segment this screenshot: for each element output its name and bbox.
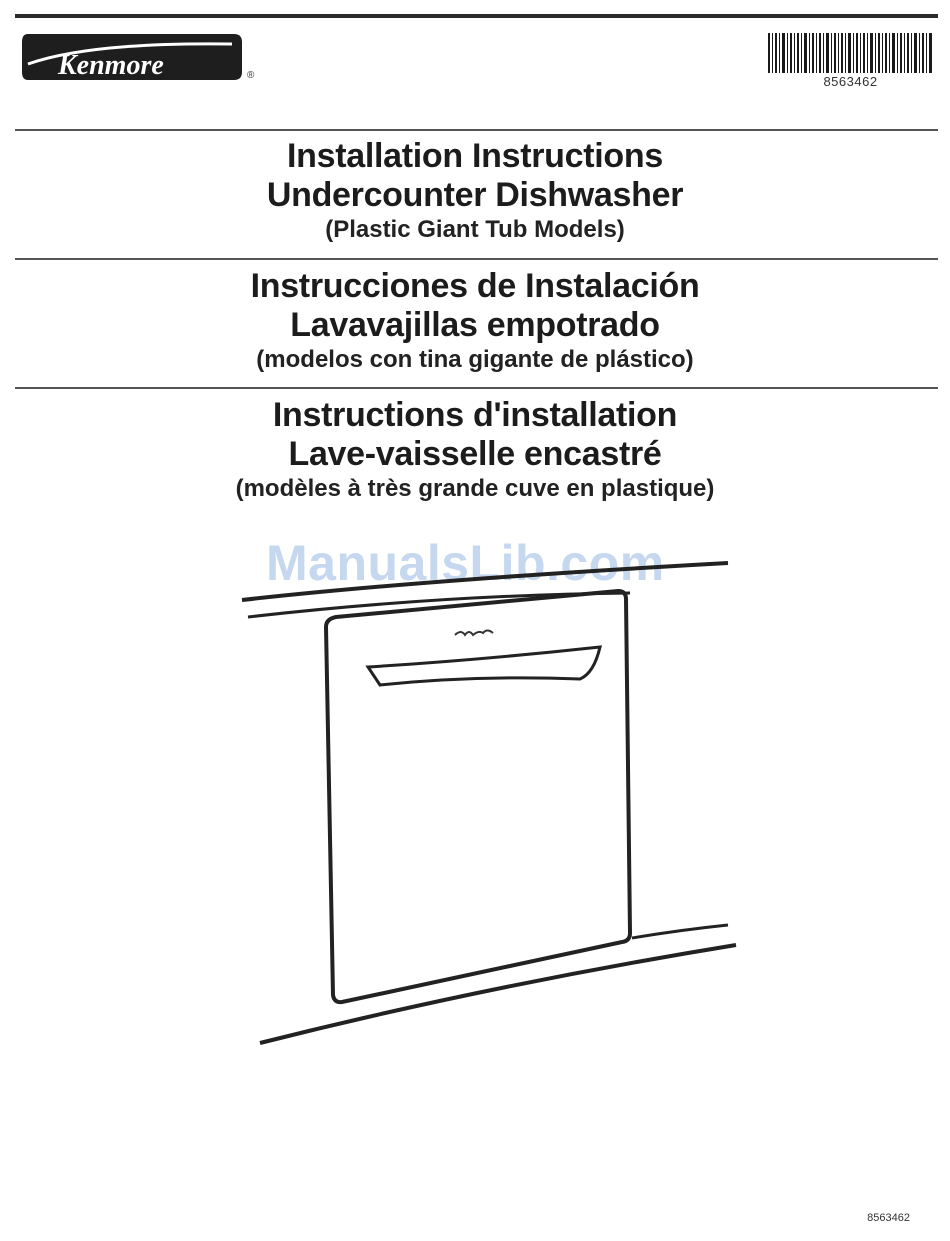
title-line-3: (modelos con tina gigante de plástico) bbox=[256, 346, 694, 373]
title-block-spanish bbox=[0, 267, 950, 375]
kenmore-logo bbox=[20, 32, 244, 82]
title-line-1: Instructions d'installation bbox=[272, 396, 678, 434]
title-block-french bbox=[0, 396, 950, 504]
divider bbox=[15, 258, 938, 260]
script-logo-icon bbox=[455, 631, 493, 636]
dishwasher-door bbox=[326, 591, 630, 1002]
registered-mark: ® bbox=[247, 70, 255, 81]
dishwasher-illustration bbox=[240, 555, 740, 1050]
barcode-number: 8563462 bbox=[823, 74, 878, 89]
title-line-3: (modèles à très grande cuve en plastique) bbox=[235, 475, 715, 502]
barcode bbox=[768, 33, 933, 73]
brand-text: Kenmore bbox=[58, 50, 164, 81]
title-line-1: Instrucciones de Instalación bbox=[250, 267, 700, 305]
title-line-2: Undercounter Dishwasher bbox=[266, 176, 684, 214]
title-line-3: (Plastic Giant Tub Models) bbox=[325, 216, 625, 243]
divider bbox=[15, 387, 938, 389]
footer-code: 8563462 bbox=[867, 1212, 910, 1224]
title-line-2: Lave-vaisselle encastré bbox=[288, 435, 662, 473]
title-line-1: Installation Instructions bbox=[287, 137, 663, 175]
door-handle bbox=[368, 647, 600, 685]
title-line-2: Lavavajillas empotrado bbox=[290, 306, 660, 344]
toe-kick-line bbox=[632, 925, 728, 938]
title-block-english bbox=[0, 137, 950, 245]
divider bbox=[15, 129, 938, 131]
top-rule bbox=[15, 14, 938, 18]
watermark: ManualsLib.com bbox=[266, 535, 665, 591]
countertop-line bbox=[242, 563, 728, 600]
